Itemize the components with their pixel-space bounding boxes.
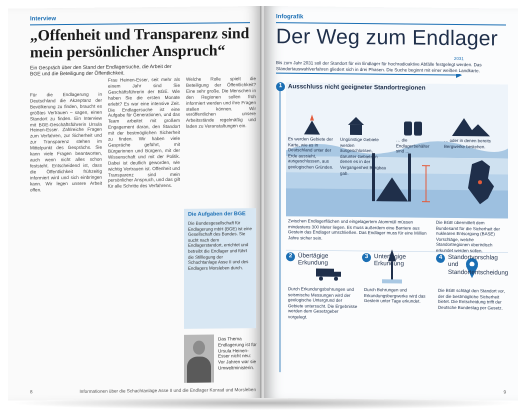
left-footer [30, 387, 256, 395]
right-page [264, 6, 518, 401]
phase2-text: Durch Erkundungsbohrungen und seismische Messungen wird der geologische Untergrund der Gebiete untersucht. Die Ergebnisse werden dem Gesetzgeber vorgelegt. [288, 286, 358, 320]
article-intro: Ein Gespräch über den Stand der Endlagersuche, die Arbeit der BGE und die Beteiligung der Öffentlichkeit. [30, 63, 172, 78]
info-box-title: Die Aufgaben der BGE [188, 211, 246, 218]
text-column-1 [30, 92, 102, 385]
phase1-text-b: Ungünstige Gebiete werden ausgeschlossen, darunter Gebiete in denen es in der Vergangenheit Bergbau gab. [340, 136, 387, 176]
phase-title-2: Übertägige Erkundung [298, 252, 329, 268]
phase-number-1: 1 [276, 82, 285, 91]
portrait-photo [184, 335, 214, 383]
phase-title-3: Untertägige Erkundung [374, 253, 406, 268]
phase1-text-e: Zwischen Endlagerflächen und eingelagertem Atommüll müssen mindestens 300 Meter liegen. Es muss außerdem eine Barriere aus Gestein das Endlager umschließen. Das Endlager muss für eine Million Jahre sicher sein. [288, 218, 427, 241]
footer-text: Informationen über die Schachtanlage Asse II und die Endlager Konrad und Morsleben [79, 387, 256, 394]
phase1-text-f: Die BGE übermittelt dem Bundesamt für die Sicherheit der nuklearen Entsorgung (BASE) Vorschläge, welche Standortregionen oberirdisch erkundet werden sollen. [436, 219, 500, 254]
portrait-head [193, 341, 205, 355]
shaft-right [408, 154, 411, 202]
column-text: Für die Endlagerung in Deutschland die Akzeptanz der Bevölkerung zu finden, braucht es größtes Vertrauen – sagen, einen Standort zu finden. Ein Interview mit BGE-Geschäftsführerin Ursula Heinen-Esser. Zahlreiche Fragen zum Verfahren, zur Sicherheit und zur Transparenz stehen im Mittelpunkt des Gesprächs. Sie kann viele Fragen beantworten, auch wenn nicht alles schon feststeht. Entscheidend ist, dass die Öffentlichkeit frühzeitig informiert wird und sich einbringen kann. Wir legen unsere Arbeit offen. [30, 91, 102, 192]
left-rubric: Interview [30, 16, 57, 23]
phase3-text: Durch Bohrungen und Erkundungsbergwerke wird das Gestein unter Tage erkundet. [364, 287, 426, 304]
phase-title-4: Standortvorschlag und Standortentscheidung [448, 253, 509, 277]
infographic-title: Der Weg zum Endlager [276, 25, 498, 51]
phase1-text-a: Es werden Gebiete der Karte, wie es in Deutschland unter der Erde aussieht, ausgeschlossen, aus geologischen Gründen. [288, 136, 334, 170]
truck-icon [316, 269, 341, 281]
left-page [8, 6, 262, 401]
infographic-intro: Bis zum Jahr 2031 soll der Standort für ein Endlager für hochradioaktive Abfälle festgelegt werden. Das Standortauswahlverfahren gliedert sich in drei Phasen. Die Suche beginnt mit einer weißen Landkarte. [276, 60, 482, 74]
page-number: 8 [30, 389, 33, 395]
article-title: „Offenheit und Transparenz sind mein persönlicher Anspruch“ [30, 25, 250, 62]
infographic-diagram [276, 72, 508, 384]
text-column-3 [186, 76, 256, 207]
phase-number-2: 2 [286, 252, 295, 261]
column-text: Welche Rolle spielt die Beteiligung der Öffentlichkeit? Eine sehr große. Die Menschen in den Regionen sollen früh informiert werden und ihre Fragen stellen können. Wir veröffentlichen unsere Arbeitsstände regelmäßig und laden zu Veranstaltungen ein. [186, 76, 256, 130]
portrait-body [187, 357, 211, 383]
phase-number-3: 3 [362, 253, 371, 262]
info-box [184, 208, 256, 329]
info-box-text: Die Bundesgesellschaft für Endlagerung mbH (BGE) ist eine Gesellschaft des Bundes. Sie sucht nach dem Endlagerstandort, errichtet und betreibt die Endlager und führt die Stilllegung der Schachtanlage Asse II und des Endlagers Morsleben durch. [188, 220, 252, 271]
column-text: Frau Heinen-Esser, seit mehr als einem Jahr sind Sie Geschäftsführerin der BGE. Wie haben Sie die ersten Monate erlebt? Es war eine intensive Zeit. Die Endlagersuche ist eine Aufgabe für Generationen, und das Team arbeitet mit großem Engagement daran, den Standort mit der bestmöglichen Sicherheit zu finden. Wir haben viele Gespräche geführt, mit Bürgerinnen und Bürgern, mit der Wissenschaft und mit der Politik. Dabei ist deutlich geworden, wie wichtig Vertrauen ist. Offenheit und Transparenz sind mein persönlicher Anspruch, und das gilt für alle Schritte des Verfahrens. [108, 76, 180, 189]
right-footer: 9 [503, 389, 506, 395]
phase-number-4: 4 [436, 254, 445, 263]
phase4-text: Die BGE schlägt den Standort vor, der die bestmögliche Sicherheit bietet. Die Entscheidung trifft der Deutsche Bundestag per Gesetz. [438, 287, 505, 311]
phase-title-1: Ausschluss nicht geeigneter Standortregionen [288, 83, 426, 92]
photo-caption: Das Thema Endlagerung ist für Ursula Heinen-Esser nicht neu: Vor Jahren war sie Umweltministerin. [218, 336, 257, 371]
year-label: 2031 [454, 55, 464, 62]
magazine-spread [8, 6, 518, 398]
phase1-text-c: … die Endlagerbehälter sind … [396, 137, 430, 154]
timeline-line [276, 73, 456, 75]
text-column-2 [108, 77, 180, 384]
right-rubric: Infografik [276, 14, 304, 21]
phase1-text-d: … oder in denen bereits Bergwerke bestehen. [444, 137, 491, 149]
